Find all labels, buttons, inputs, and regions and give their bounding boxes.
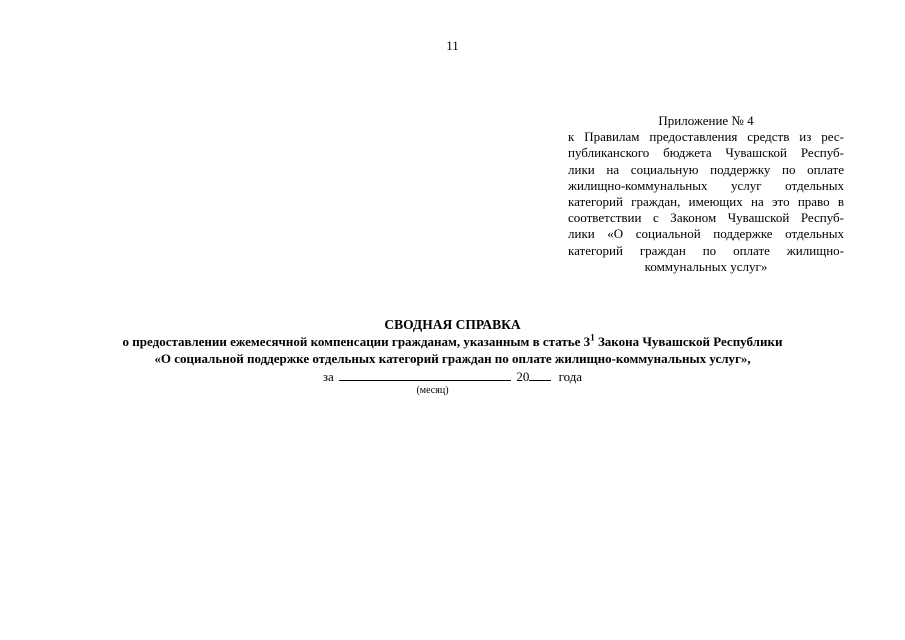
page-number: 11 (446, 38, 459, 53)
appendix-line: коммунальных услуг» (644, 258, 768, 274)
appendix-line: жилищно-коммунальных услуг отдельных (568, 177, 844, 193)
appendix-block (568, 113, 844, 275)
month-blank-field (339, 369, 511, 381)
report-subtitle-line2: «О социальной поддержке отдельных категорий граждан по оплате жилищно-коммунальных услуг», (154, 351, 751, 366)
period-prefix: за (322, 369, 334, 384)
appendix-title: Приложение № 4 (658, 113, 754, 128)
appendix-line: соответствии с Законом Чувашской Респуб- (568, 210, 844, 226)
subtitle-superscript: 1 (590, 332, 595, 343)
appendix-line: лики «О социальной поддержке отдельных (568, 226, 844, 242)
period-suffix: года (558, 369, 583, 384)
period-year-prefix: 20 (516, 369, 530, 384)
appendix-body (568, 129, 844, 275)
subtitle-part1: о предоставлении ежемесячной компенсации гражданам, указанным в статье 3 (122, 334, 591, 349)
report-subtitle-line1 (0, 333, 905, 350)
report-header (0, 316, 905, 397)
appendix-line: к Правилам предоставления средств из рес- (568, 129, 844, 145)
period-line (0, 368, 905, 385)
report-title: СВОДНАЯ СПРАВКА (384, 317, 521, 332)
appendix-line: категорий граждан, имеющих на это право в (568, 194, 844, 210)
subtitle-part2: Закона Чувашской Республики (594, 334, 783, 349)
appendix-line: лики на социальную поддержку по оплате (568, 161, 844, 177)
month-caption: (месяц) (416, 385, 449, 396)
year-blank-field (529, 369, 551, 381)
appendix-line: категорий граждан по оплате жилищно- (568, 242, 844, 258)
appendix-line: публиканского бюджета Чувашской Респуб- (568, 145, 844, 161)
